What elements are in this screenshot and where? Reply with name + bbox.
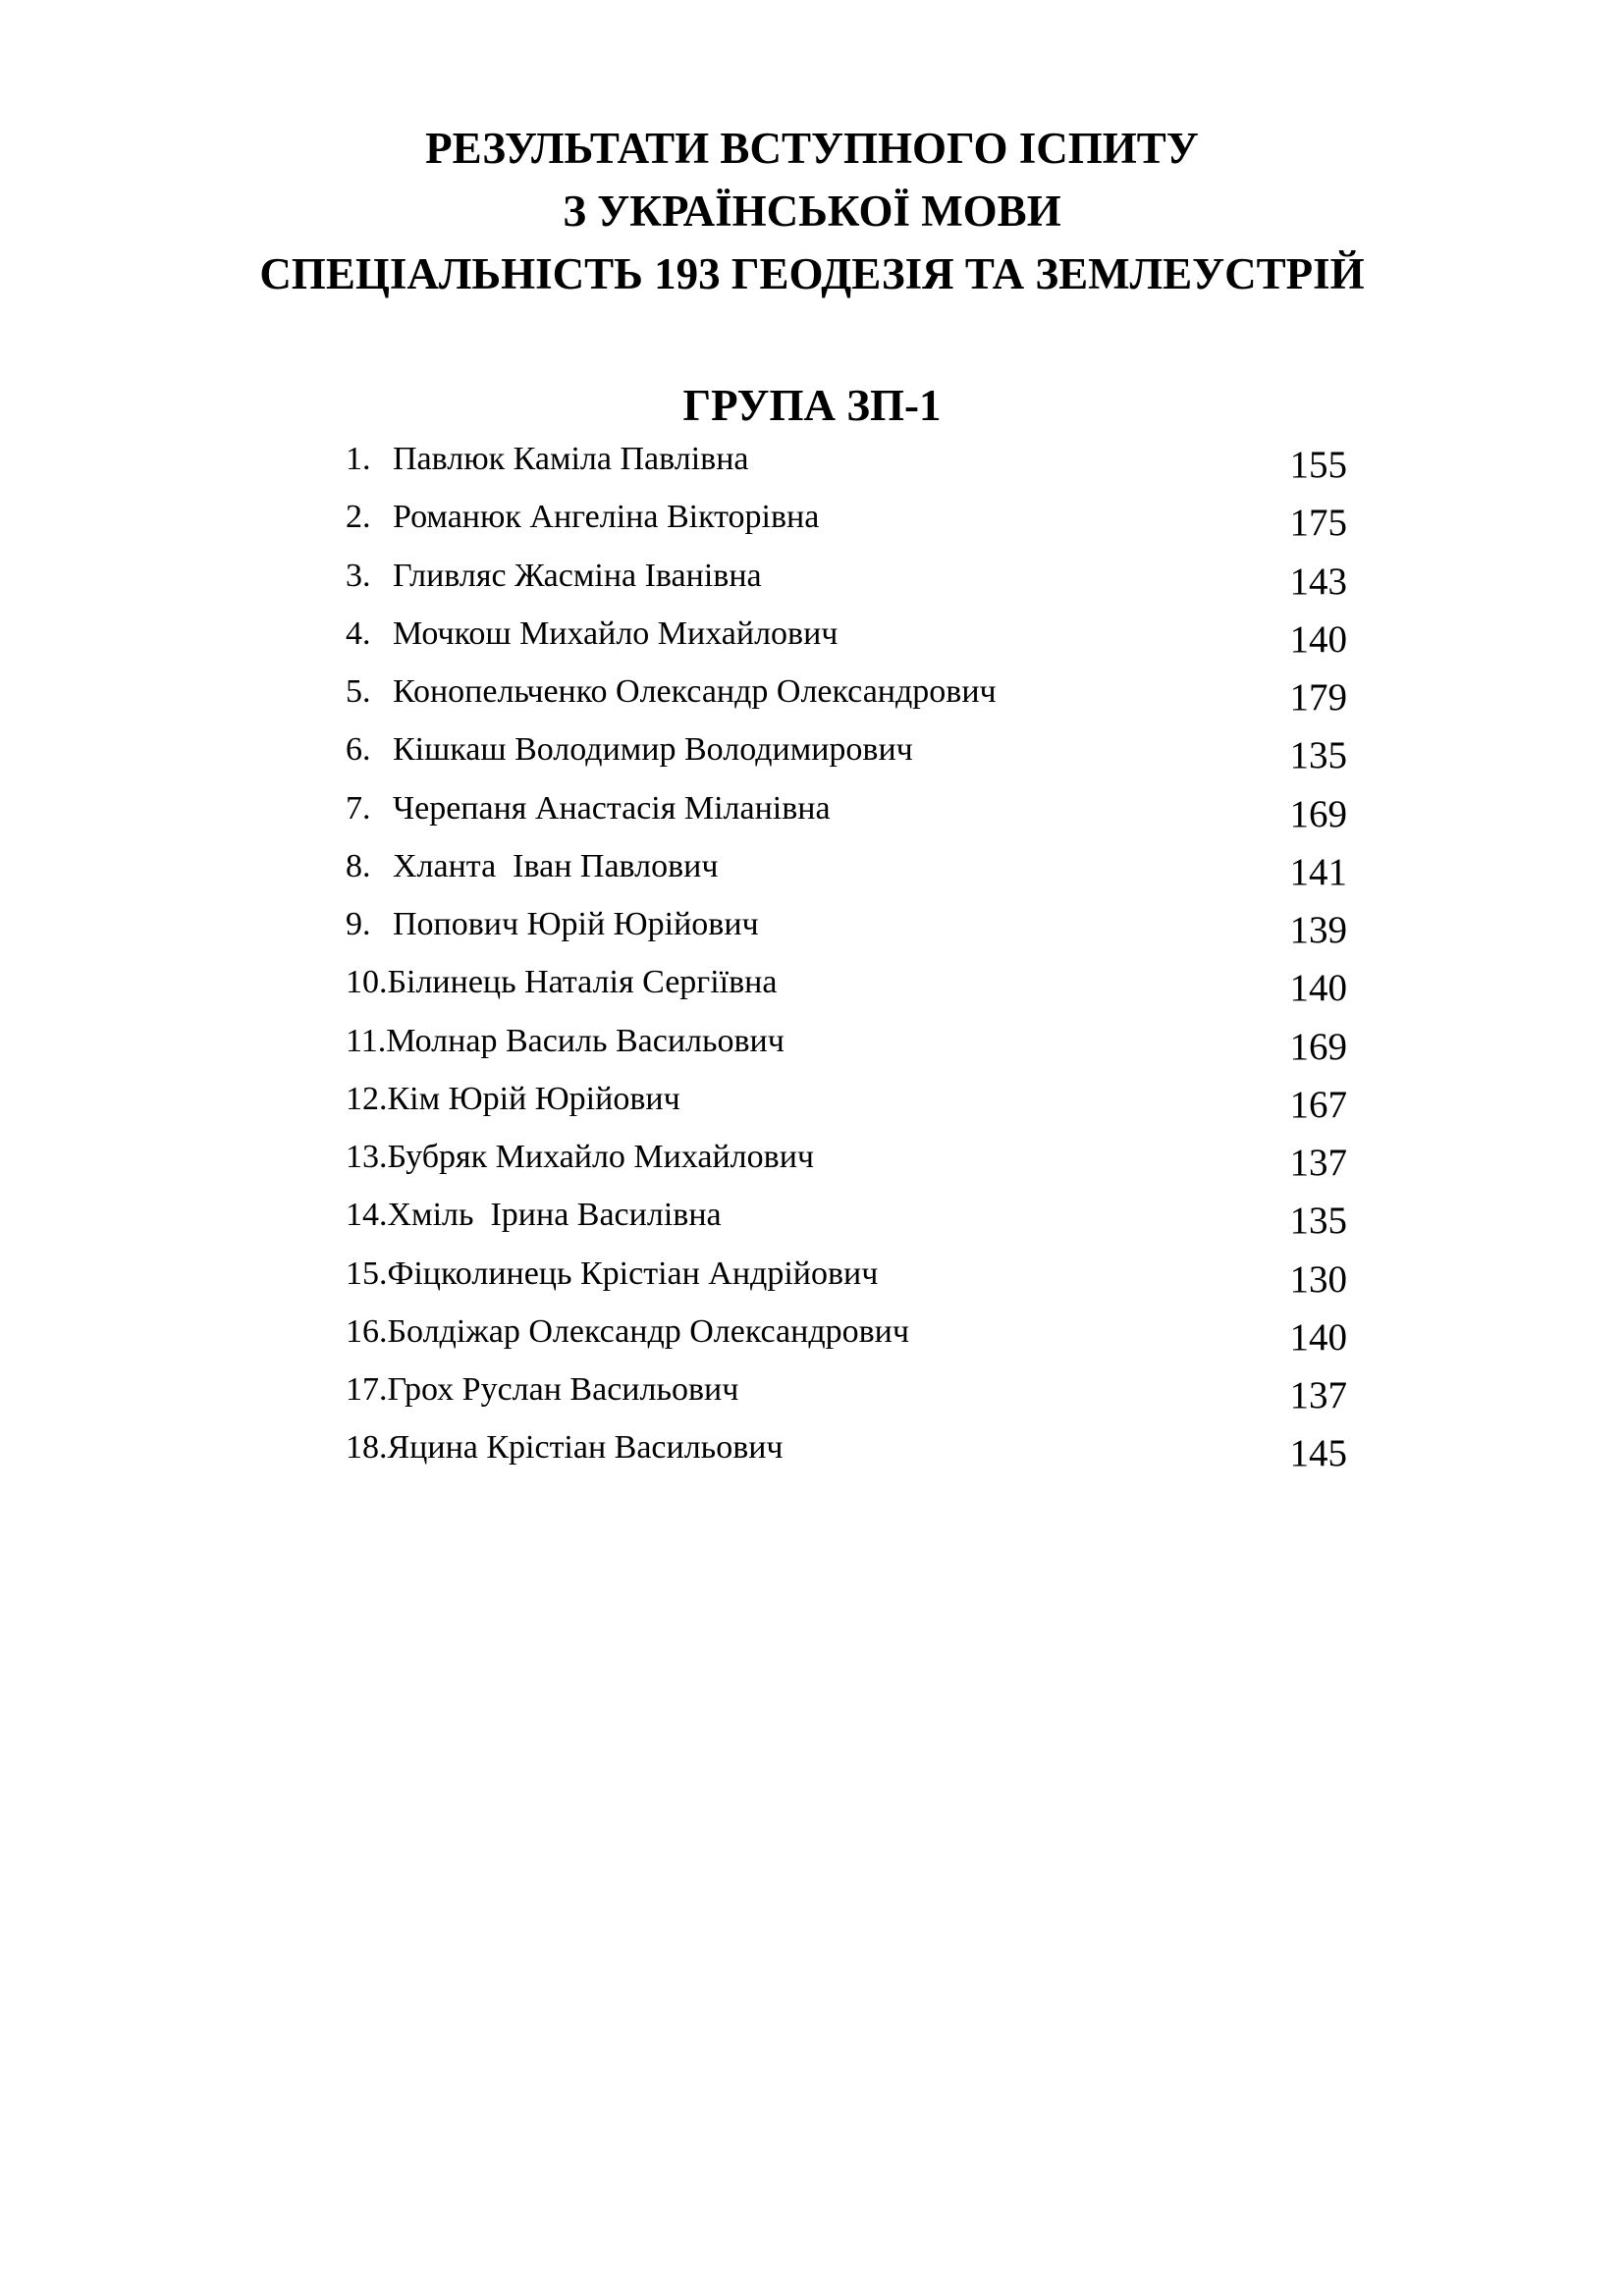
list-item — [0, 1364, 1624, 1422]
list-item — [0, 1132, 1624, 1190]
list-item-number: 13. — [346, 1139, 388, 1175]
list-item — [0, 724, 1624, 782]
page-title-line-3: СПЕЦІАЛЬНІСТЬ 193 ГЕОДЕЗІЯ ТА ЗЕМЛЕУСТРІЙ — [259, 249, 1365, 298]
student-name: Кішкаш Володимир Володимирович — [393, 731, 913, 769]
list-item — [0, 957, 1624, 1015]
student-score: 143 — [1289, 560, 1347, 603]
list-item — [0, 667, 1624, 724]
student-score: 140 — [1289, 1315, 1347, 1359]
student-score: 141 — [1289, 850, 1347, 893]
list-item-number: 18. — [346, 1429, 388, 1467]
student-score: 167 — [1289, 1083, 1347, 1126]
list-item — [0, 1249, 1624, 1307]
student-name: Павлюк Каміла Павлівна — [393, 441, 749, 477]
list-item-number: 11. — [346, 1022, 387, 1059]
list-item — [0, 783, 1624, 841]
list-item-number: 15. — [346, 1255, 388, 1292]
student-name: Гливляс Жасміна Іванівна — [393, 557, 762, 594]
list-item-number: 5. — [346, 673, 371, 710]
student-name: Грох Руслан Васильович — [387, 1371, 739, 1408]
list-item-number: 6. — [346, 731, 371, 769]
student-score: 169 — [1289, 1025, 1347, 1068]
student-name: Мочкош Михайло Михайлович — [393, 614, 839, 652]
list-item — [0, 1190, 1624, 1248]
list-item — [0, 1074, 1624, 1132]
list-item-number: 12. — [346, 1080, 388, 1117]
student-score: 130 — [1289, 1257, 1347, 1301]
student-score: 137 — [1289, 1142, 1347, 1184]
student-name: Черепаня Анастасія Міланівна — [393, 789, 831, 827]
student-score: 135 — [1289, 734, 1347, 777]
student-name: Бубряк Михайло Михайлович — [387, 1139, 814, 1175]
list-item-number: 1. — [346, 441, 371, 477]
list-item — [0, 899, 1624, 957]
list-item — [0, 1422, 1624, 1480]
student-name: Кім Юрій Юрійович — [387, 1080, 680, 1117]
student-name: Молнар Василь Васильович — [386, 1022, 785, 1059]
student-name: Попович Юрій Юрійович — [393, 906, 759, 942]
list-item-number: 7. — [346, 789, 371, 827]
page-title-line-1: РЕЗУЛЬТАТИ ВСТУПНОГО ІСПИТУ — [425, 124, 1199, 173]
list-item-number: 2. — [346, 499, 371, 536]
list-item-number: 14. — [346, 1197, 388, 1234]
student-score: 155 — [1289, 444, 1347, 486]
list-item — [0, 434, 1624, 492]
list-item — [0, 551, 1624, 609]
list-item-number: 4. — [346, 614, 371, 652]
student-list — [0, 434, 1624, 1481]
student-score: 140 — [1289, 617, 1347, 661]
list-item-number: 16. — [346, 1312, 388, 1350]
list-item — [0, 1307, 1624, 1364]
student-score: 135 — [1289, 1200, 1347, 1243]
student-score: 145 — [1289, 1432, 1347, 1475]
student-score: 169 — [1289, 792, 1347, 835]
student-name: Романюк Ангеліна Вікторівна — [393, 499, 820, 536]
student-score: 175 — [1289, 502, 1347, 545]
student-name: Хміль Ірина Василівна — [387, 1197, 722, 1234]
page-title-line-2: З УКРАЇНСЬКОЇ МОВИ — [563, 187, 1061, 236]
list-item — [0, 609, 1624, 667]
list-item — [0, 841, 1624, 899]
list-item-number: 10. — [346, 964, 388, 1001]
student-score: 140 — [1289, 967, 1347, 1010]
student-name: Хланта Іван Павлович — [393, 847, 719, 884]
student-score: 139 — [1289, 909, 1347, 951]
list-item-number: 17. — [346, 1371, 388, 1408]
student-score: 137 — [1289, 1374, 1347, 1416]
list-item-number: 9. — [346, 906, 371, 942]
list-item-number: 3. — [346, 557, 371, 594]
student-name: Яцина Крістіан Васильович — [387, 1429, 784, 1467]
student-score: 179 — [1289, 676, 1347, 719]
list-item — [0, 1016, 1624, 1074]
student-name: Білинець Наталія Сергіївна — [387, 964, 778, 1001]
student-name: Фіцколинець Крістіан Андрійович — [387, 1255, 879, 1292]
student-name: Болдіжар Олександр Олександрович — [387, 1312, 909, 1350]
student-name: Конопельченко Олександр Олександрович — [393, 673, 997, 710]
list-item — [0, 492, 1624, 550]
group-title: ГРУПА ЗП-1 — [682, 381, 942, 430]
list-item-number: 8. — [346, 847, 371, 884]
